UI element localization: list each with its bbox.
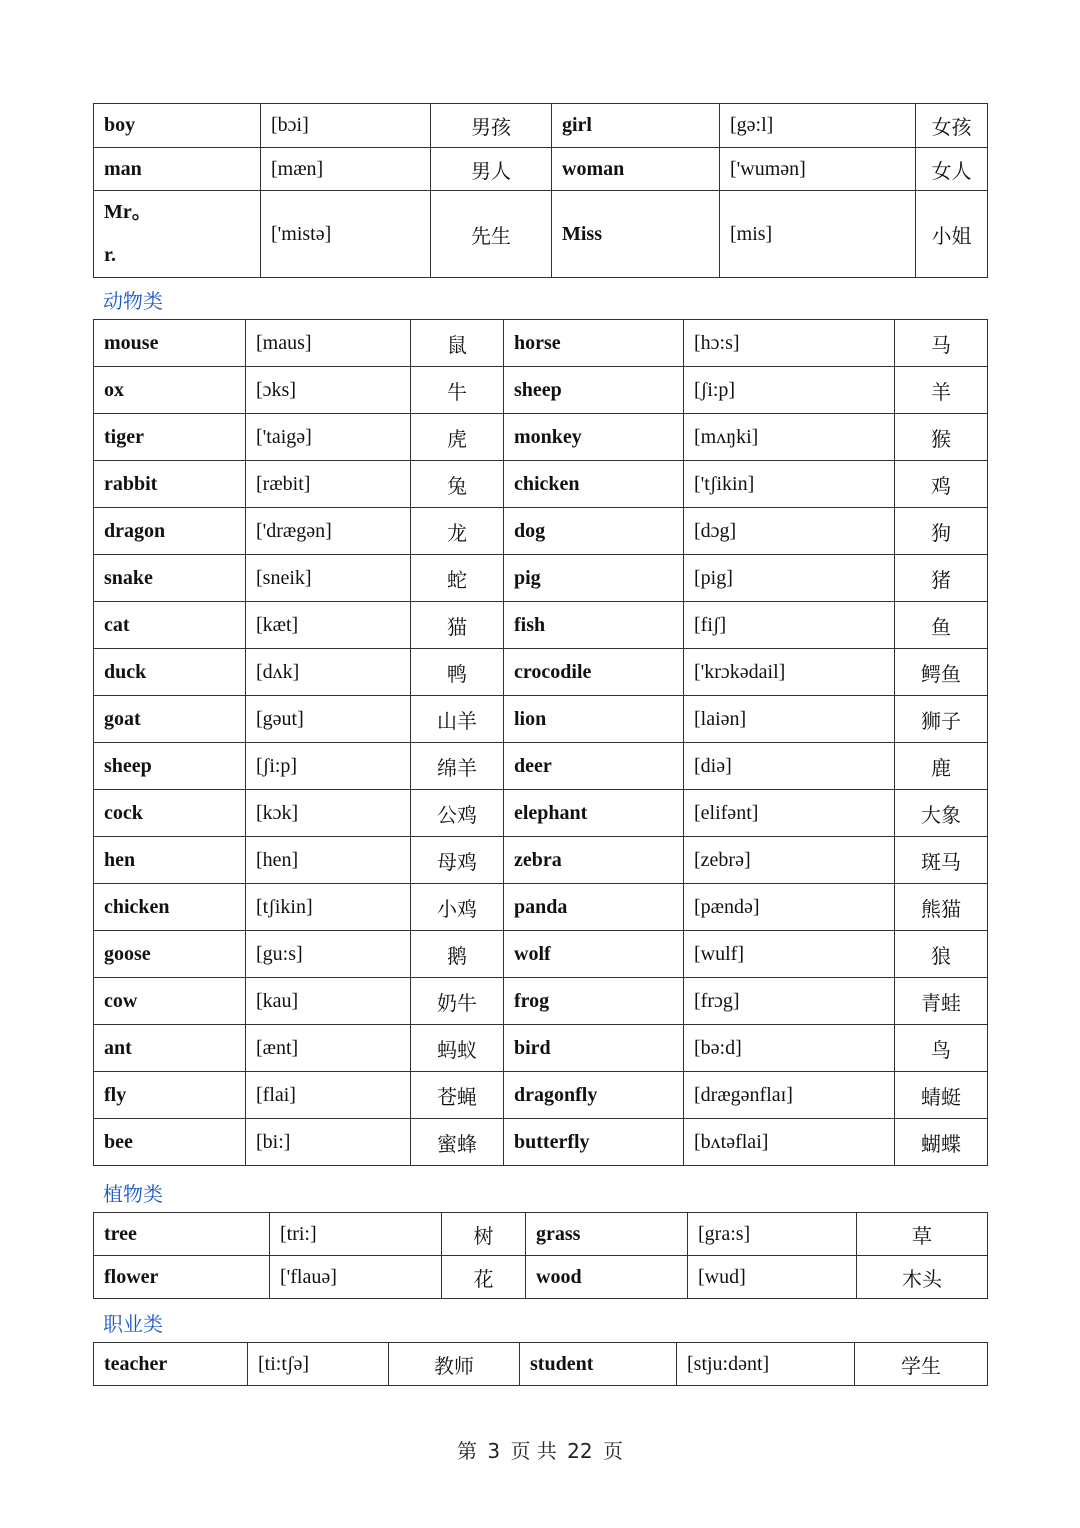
phonetic: [ræbit] xyxy=(246,461,411,508)
phonetic: [frɔg] xyxy=(684,978,895,1025)
english-word: chicken xyxy=(504,461,684,508)
page-footer xyxy=(0,1435,1080,1464)
english-word: cat xyxy=(94,602,246,649)
phonetic: [mʌŋki] xyxy=(684,414,895,461)
phonetic: [diə] xyxy=(684,743,895,790)
english-word: flower xyxy=(94,1256,270,1299)
table-row xyxy=(94,931,988,978)
table-row xyxy=(94,555,988,602)
chinese-meaning: 小姐 xyxy=(916,191,988,278)
table-row xyxy=(94,1119,988,1166)
phonetic: ['flauə] xyxy=(270,1256,442,1299)
plants-heading: 植物类 xyxy=(103,1182,163,1206)
phonetic: [gu:s] xyxy=(246,931,411,978)
english-word: tree xyxy=(94,1213,270,1256)
english-word: snake xyxy=(94,555,246,602)
table-row xyxy=(94,649,988,696)
english-word: grass xyxy=(526,1213,688,1256)
table-row xyxy=(94,837,988,884)
plants-vocab-table xyxy=(93,1212,988,1299)
english-word: frog xyxy=(504,978,684,1025)
jobs-vocab-table xyxy=(93,1342,988,1386)
chinese-meaning: 猴 xyxy=(895,414,988,461)
chinese-meaning: 奶牛 xyxy=(411,978,504,1025)
english-word xyxy=(94,191,261,278)
english-word: cow xyxy=(94,978,246,1025)
english-word: butterfly xyxy=(504,1119,684,1166)
phonetic: [ɔks] xyxy=(246,367,411,414)
chinese-meaning: 兔 xyxy=(411,461,504,508)
chinese-meaning: 鱼 xyxy=(895,602,988,649)
english-word-line2: r. xyxy=(104,244,117,266)
english-word: ant xyxy=(94,1025,246,1072)
phonetic: [bə:d] xyxy=(684,1025,895,1072)
table-row xyxy=(94,602,988,649)
chinese-meaning: 蝴蝶 xyxy=(895,1119,988,1166)
english-word: bee xyxy=(94,1119,246,1166)
english-word: ox xyxy=(94,367,246,414)
table-row xyxy=(94,461,988,508)
english-word: hen xyxy=(94,837,246,884)
chinese-meaning: 鸡 xyxy=(895,461,988,508)
english-word: deer xyxy=(504,743,684,790)
chinese-meaning: 树 xyxy=(442,1213,526,1256)
chinese-meaning: 大象 xyxy=(895,790,988,837)
phonetic: [tri:] xyxy=(270,1213,442,1256)
english-word: goat xyxy=(94,696,246,743)
chinese-meaning: 蛇 xyxy=(411,555,504,602)
english-word: sheep xyxy=(504,367,684,414)
chinese-meaning: 花 xyxy=(442,1256,526,1299)
english-word: goose xyxy=(94,931,246,978)
phonetic: [tʃikin] xyxy=(246,884,411,931)
chinese-meaning: 学生 xyxy=(855,1343,988,1386)
english-word: chicken xyxy=(94,884,246,931)
phonetic: [ʃi:p] xyxy=(684,367,895,414)
chinese-meaning: 苍蝇 xyxy=(411,1072,504,1119)
table-row xyxy=(94,148,988,191)
table-row xyxy=(94,696,988,743)
phonetic: [fiʃ] xyxy=(684,602,895,649)
phonetic: [bɔi] xyxy=(261,104,431,148)
animals-heading: 动物类 xyxy=(103,289,163,313)
english-word-line1: Mr。 xyxy=(104,201,152,223)
english-word: fish xyxy=(504,602,684,649)
chinese-meaning: 虎 xyxy=(411,414,504,461)
table-row xyxy=(94,104,988,148)
chinese-meaning: 木头 xyxy=(857,1256,988,1299)
chinese-meaning: 鸟 xyxy=(895,1025,988,1072)
phonetic: [mæn] xyxy=(261,148,431,191)
english-word: lion xyxy=(504,696,684,743)
chinese-meaning: 蜻蜓 xyxy=(895,1072,988,1119)
phonetic: [gəut] xyxy=(246,696,411,743)
phonetic: [kɔk] xyxy=(246,790,411,837)
chinese-meaning: 母鸡 xyxy=(411,837,504,884)
phonetic: [laiən] xyxy=(684,696,895,743)
phonetic: [bi:] xyxy=(246,1119,411,1166)
footer-prefix: 第 xyxy=(457,1439,477,1463)
chinese-meaning: 蜜蜂 xyxy=(411,1119,504,1166)
chinese-meaning: 鼠 xyxy=(411,320,504,367)
phonetic: [ti:tʃə] xyxy=(248,1343,389,1386)
chinese-meaning: 斑马 xyxy=(895,837,988,884)
phonetic: ['krɔkədail] xyxy=(684,649,895,696)
phonetic: [zebrə] xyxy=(684,837,895,884)
chinese-meaning: 羊 xyxy=(895,367,988,414)
footer-total-pages: 22 xyxy=(567,1439,593,1463)
english-word: wood xyxy=(526,1256,688,1299)
table-row xyxy=(94,320,988,367)
phonetic: [hɔ:s] xyxy=(684,320,895,367)
english-word: man xyxy=(94,148,261,191)
phonetic: ['tʃikin] xyxy=(684,461,895,508)
phonetic: [drægənflaɪ] xyxy=(684,1072,895,1119)
english-word: crocodile xyxy=(504,649,684,696)
english-word: boy xyxy=(94,104,261,148)
table-row xyxy=(94,790,988,837)
phonetic: [flai] xyxy=(246,1072,411,1119)
chinese-meaning: 教师 xyxy=(389,1343,520,1386)
phonetic: [bʌtəflai] xyxy=(684,1119,895,1166)
table-row xyxy=(94,884,988,931)
phonetic: [sneik] xyxy=(246,555,411,602)
english-word: tiger xyxy=(94,414,246,461)
english-word: girl xyxy=(552,104,720,148)
chinese-meaning: 绵羊 xyxy=(411,743,504,790)
chinese-meaning: 猪 xyxy=(895,555,988,602)
phonetic: [dɔg] xyxy=(684,508,895,555)
footer-middle: 页 共 xyxy=(510,1439,557,1463)
chinese-meaning: 猫 xyxy=(411,602,504,649)
chinese-meaning: 鸭 xyxy=(411,649,504,696)
chinese-meaning: 蚂蚁 xyxy=(411,1025,504,1072)
english-word: wolf xyxy=(504,931,684,978)
english-word: Miss xyxy=(552,191,720,278)
english-word: woman xyxy=(552,148,720,191)
table-row xyxy=(94,1072,988,1119)
phonetic: [maus] xyxy=(246,320,411,367)
chinese-meaning: 草 xyxy=(857,1213,988,1256)
chinese-meaning: 青蛙 xyxy=(895,978,988,1025)
table-row xyxy=(94,1256,988,1299)
chinese-meaning: 先生 xyxy=(431,191,552,278)
english-word: dragon xyxy=(94,508,246,555)
table-row xyxy=(94,978,988,1025)
english-word: mouse xyxy=(94,320,246,367)
english-word: horse xyxy=(504,320,684,367)
chinese-meaning: 山羊 xyxy=(411,696,504,743)
chinese-meaning: 鹿 xyxy=(895,743,988,790)
phonetic: [ʃi:p] xyxy=(246,743,411,790)
english-word: cock xyxy=(94,790,246,837)
phonetic: ['drægən] xyxy=(246,508,411,555)
phonetic: [ænt] xyxy=(246,1025,411,1072)
phonetic: [elifənt] xyxy=(684,790,895,837)
phonetic: [pig] xyxy=(684,555,895,602)
english-word: sheep xyxy=(94,743,246,790)
chinese-meaning: 鳄鱼 xyxy=(895,649,988,696)
phonetic: [stju:dənt] xyxy=(677,1343,855,1386)
english-word: dog xyxy=(504,508,684,555)
chinese-meaning: 龙 xyxy=(411,508,504,555)
chinese-meaning: 鹅 xyxy=(411,931,504,978)
chinese-meaning: 小鸡 xyxy=(411,884,504,931)
phonetic: [kau] xyxy=(246,978,411,1025)
table-row xyxy=(94,1025,988,1072)
english-word: teacher xyxy=(94,1343,248,1386)
chinese-meaning: 女孩 xyxy=(916,104,988,148)
chinese-meaning: 狮子 xyxy=(895,696,988,743)
english-word: bird xyxy=(504,1025,684,1072)
phonetic: [wulf] xyxy=(684,931,895,978)
chinese-meaning: 男人 xyxy=(431,148,552,191)
english-word: fly xyxy=(94,1072,246,1119)
table-row xyxy=(94,191,988,278)
english-word: zebra xyxy=(504,837,684,884)
phonetic: ['wumən] xyxy=(720,148,916,191)
chinese-meaning: 狗 xyxy=(895,508,988,555)
english-word: pig xyxy=(504,555,684,602)
jobs-heading: 职业类 xyxy=(103,1312,163,1336)
english-word: monkey xyxy=(504,414,684,461)
chinese-meaning: 男孩 xyxy=(431,104,552,148)
english-word: panda xyxy=(504,884,684,931)
english-word: elephant xyxy=(504,790,684,837)
chinese-meaning: 公鸡 xyxy=(411,790,504,837)
phonetic: [gə:l] xyxy=(720,104,916,148)
english-word: rabbit xyxy=(94,461,246,508)
table-row xyxy=(94,367,988,414)
table-row xyxy=(94,508,988,555)
table-row xyxy=(94,743,988,790)
animals-vocab-table xyxy=(93,319,988,1166)
footer-suffix: 页 xyxy=(602,1439,623,1463)
chinese-meaning: 女人 xyxy=(916,148,988,191)
phonetic: [mis] xyxy=(720,191,916,278)
english-word: dragonfly xyxy=(504,1072,684,1119)
phonetic: [kæt] xyxy=(246,602,411,649)
english-word: student xyxy=(520,1343,677,1386)
table-row xyxy=(94,1213,988,1256)
phonetic: [pændə] xyxy=(684,884,895,931)
phonetic: ['taigə] xyxy=(246,414,411,461)
phonetic: [gra:s] xyxy=(688,1213,857,1256)
chinese-meaning: 牛 xyxy=(411,367,504,414)
table-row xyxy=(94,414,988,461)
phonetic: [dʌk] xyxy=(246,649,411,696)
chinese-meaning: 熊猫 xyxy=(895,884,988,931)
phonetic: [hen] xyxy=(246,837,411,884)
chinese-meaning: 狼 xyxy=(895,931,988,978)
english-word: duck xyxy=(94,649,246,696)
people-vocab-table xyxy=(93,103,988,278)
phonetic: [wud] xyxy=(688,1256,857,1299)
chinese-meaning: 马 xyxy=(895,320,988,367)
table-row xyxy=(94,1343,988,1386)
phonetic: ['mistə] xyxy=(261,191,431,278)
footer-page-number: 3 xyxy=(487,1439,501,1463)
